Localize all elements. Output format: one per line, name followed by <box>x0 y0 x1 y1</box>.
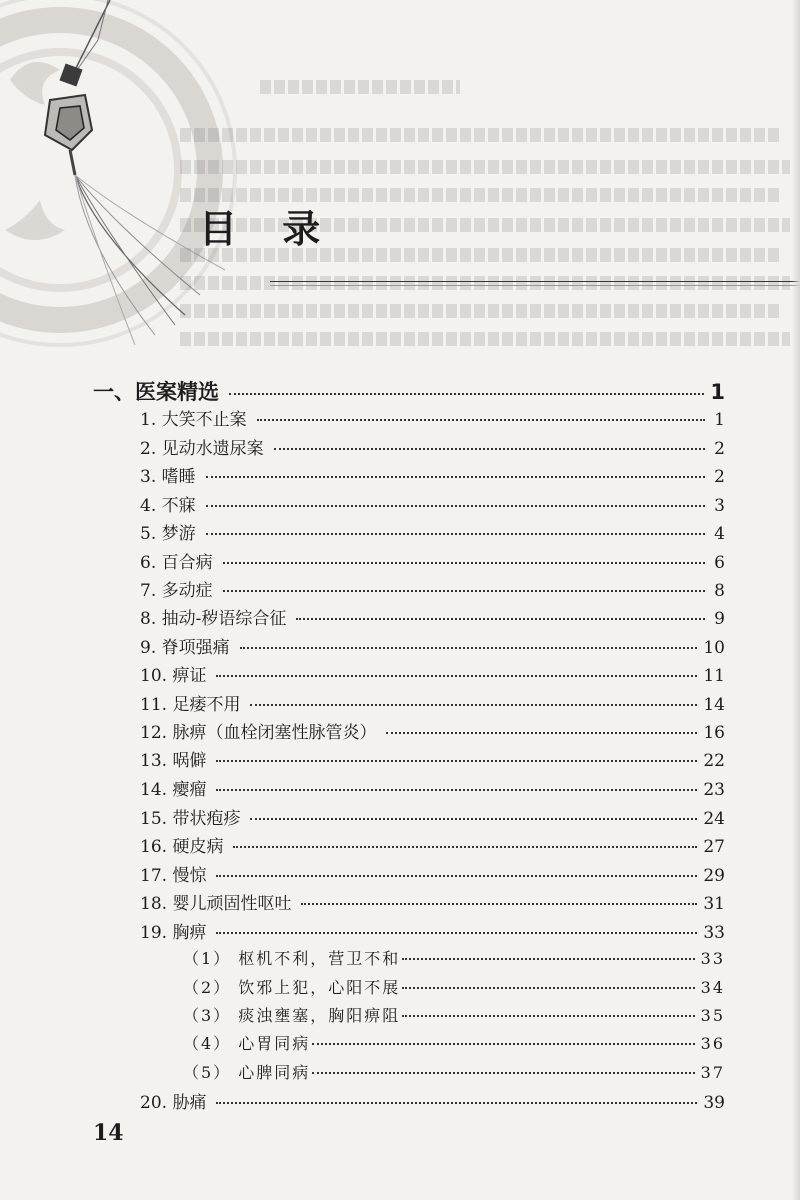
toc-entry[interactable] <box>183 975 725 998</box>
toc-entry[interactable] <box>140 832 725 857</box>
toc-entry[interactable] <box>140 661 725 686</box>
toc-entry-label: 9. 脊项强痛 <box>140 638 230 658</box>
toc-entry-label: （4） 心胃同病 <box>183 1034 311 1053</box>
toc-entry[interactable] <box>140 690 725 715</box>
toc-entry-label: （1） 枢机不利，营卫不和 <box>183 949 401 968</box>
toc-entry[interactable] <box>93 376 725 406</box>
toc-leader-dots <box>223 562 705 564</box>
toc-entry-label: （2） 饮邪上犯，心阳不展 <box>183 978 401 997</box>
toc-leader-dots <box>402 958 694 960</box>
toc-entry[interactable] <box>140 548 725 573</box>
toc-entry-label: 12. 脉痹（血栓闭塞性脉管炎） <box>140 723 377 743</box>
toc-entry-label: 8. 抽动-秽语综合征 <box>140 609 287 629</box>
toc-entry[interactable] <box>183 1031 725 1054</box>
toc-entry-label: 一、医案精选 <box>93 380 219 404</box>
toc-entry[interactable] <box>140 775 725 800</box>
toc-entry-label: 18. 婴儿顽固性呕吐 <box>140 894 292 914</box>
toc-leader-dots <box>312 1043 694 1045</box>
toc-entry-page: 36 <box>700 1034 725 1053</box>
toc-entry-page: 35 <box>700 1006 725 1025</box>
toc-entry-label: 17. 慢惊 <box>140 866 207 886</box>
toc-entry[interactable] <box>140 462 725 487</box>
toc-entry[interactable] <box>140 633 725 658</box>
toc-entry-page: 33 <box>703 923 725 943</box>
toc-entry[interactable] <box>140 604 725 629</box>
page-number: 14 <box>93 1120 124 1146</box>
toc-leader-dots <box>312 1072 694 1074</box>
toc-entry[interactable] <box>140 405 725 430</box>
toc-entry-page: 3 <box>714 496 725 516</box>
toc-entry-page: 16 <box>703 723 725 743</box>
toc-entry-page: 31 <box>703 894 725 914</box>
toc-entry-page: 39 <box>703 1093 725 1113</box>
toc-entry-page: 6 <box>714 553 725 573</box>
toc-leader-dots <box>296 618 705 620</box>
toc-leader-dots <box>216 875 697 877</box>
toc-leader-dots <box>250 704 697 706</box>
toc-leader-dots <box>216 760 697 762</box>
toc-entry[interactable] <box>140 889 725 914</box>
toc-entry[interactable] <box>140 434 725 459</box>
toc-leader-dots <box>206 476 705 478</box>
toc-leader-dots <box>274 448 705 450</box>
toc-entry-label: 2. 见动水遗尿案 <box>140 439 264 459</box>
toc-entry-page: 10 <box>703 638 725 658</box>
toc-leader-dots <box>402 1015 694 1017</box>
toc-entry-page: 37 <box>700 1063 725 1082</box>
toc-entry[interactable] <box>140 804 725 829</box>
toc-entry-page: 34 <box>700 978 725 997</box>
toc-entry-label: 16. 硬皮病 <box>140 837 224 857</box>
toc-entry-label: （5） 心脾同病 <box>183 1063 311 1082</box>
toc-entry-label: 10. 痹证 <box>140 666 207 686</box>
toc-entry-page: 4 <box>714 524 725 544</box>
toc-entry-page: 22 <box>703 751 725 771</box>
toc-leader-dots <box>216 789 697 791</box>
toc-entry-page: 1 <box>710 380 725 404</box>
toc-entry[interactable] <box>140 918 725 943</box>
toc-entry-label: 5. 梦游 <box>140 524 196 544</box>
header-rule-secondary <box>270 285 800 286</box>
toc-entry[interactable] <box>183 1003 725 1026</box>
toc-entry-page: 1 <box>714 410 725 430</box>
toc-entry-label: （3） 痰浊壅塞，胸阳痹阻 <box>183 1006 401 1025</box>
toc-entry-label: 3. 嗜睡 <box>140 467 196 487</box>
toc-entry-label: 20. 胁痛 <box>140 1093 207 1113</box>
toc-entry[interactable] <box>140 861 725 886</box>
toc-leader-dots <box>233 846 697 848</box>
page-edge-shadow <box>792 0 800 1200</box>
toc-entry[interactable] <box>140 576 725 601</box>
toc-entry-page: 9 <box>714 609 725 629</box>
toc-entry[interactable] <box>140 718 725 743</box>
toc-entry-label: 13. 㖞僻 <box>140 751 207 771</box>
toc-entry[interactable] <box>140 519 725 544</box>
toc-entry[interactable] <box>140 491 725 516</box>
toc-leader-dots <box>216 932 697 934</box>
toc-entry-label: 6. 百合病 <box>140 553 213 573</box>
toc-entry-label: 1. 大笑不止案 <box>140 410 247 430</box>
toc-leader-dots <box>301 903 697 905</box>
toc-entry-page: 8 <box>714 581 725 601</box>
toc-leader-dots <box>206 505 705 507</box>
toc-entry-page: 11 <box>703 666 725 686</box>
toc-leader-dots <box>240 647 698 649</box>
toc-leader-dots <box>206 533 705 535</box>
toc-leader-dots <box>257 419 705 421</box>
toc-leader-dots <box>402 987 694 989</box>
toc-entry-page: 27 <box>703 837 725 857</box>
toc-leader-dots <box>229 393 704 395</box>
toc-entry-label: 14. 瘿瘤 <box>140 780 207 800</box>
toc-entry-page: 23 <box>703 780 725 800</box>
toc-entry[interactable] <box>140 1088 725 1113</box>
toc-entry-page: 2 <box>714 439 725 459</box>
toc-leader-dots <box>386 732 697 734</box>
toc-entry-label: 4. 不寐 <box>140 496 196 516</box>
toc-entry-label: 19. 胸痹 <box>140 923 207 943</box>
toc-entry[interactable] <box>140 746 725 771</box>
toc-entry-page: 2 <box>714 467 725 487</box>
toc-entry[interactable] <box>183 1060 725 1083</box>
toc-entry[interactable] <box>183 946 725 969</box>
toc-entry-page: 24 <box>703 809 725 829</box>
toc-leader-dots <box>250 818 697 820</box>
page-title: 目 录 <box>199 207 337 251</box>
toc-leader-dots <box>216 675 697 677</box>
toc-entry-page: 14 <box>703 695 725 715</box>
toc-entry-label: 15. 带状疱疹 <box>140 809 241 829</box>
toc-leader-dots <box>223 590 705 592</box>
toc-entry-page: 29 <box>703 866 725 886</box>
toc-entry-label: 11. 足痿不用 <box>140 695 241 715</box>
toc-leader-dots <box>216 1102 697 1104</box>
header-rule <box>270 281 800 282</box>
toc-entry-label: 7. 多动症 <box>140 581 213 601</box>
toc-entry-page: 33 <box>700 949 725 968</box>
